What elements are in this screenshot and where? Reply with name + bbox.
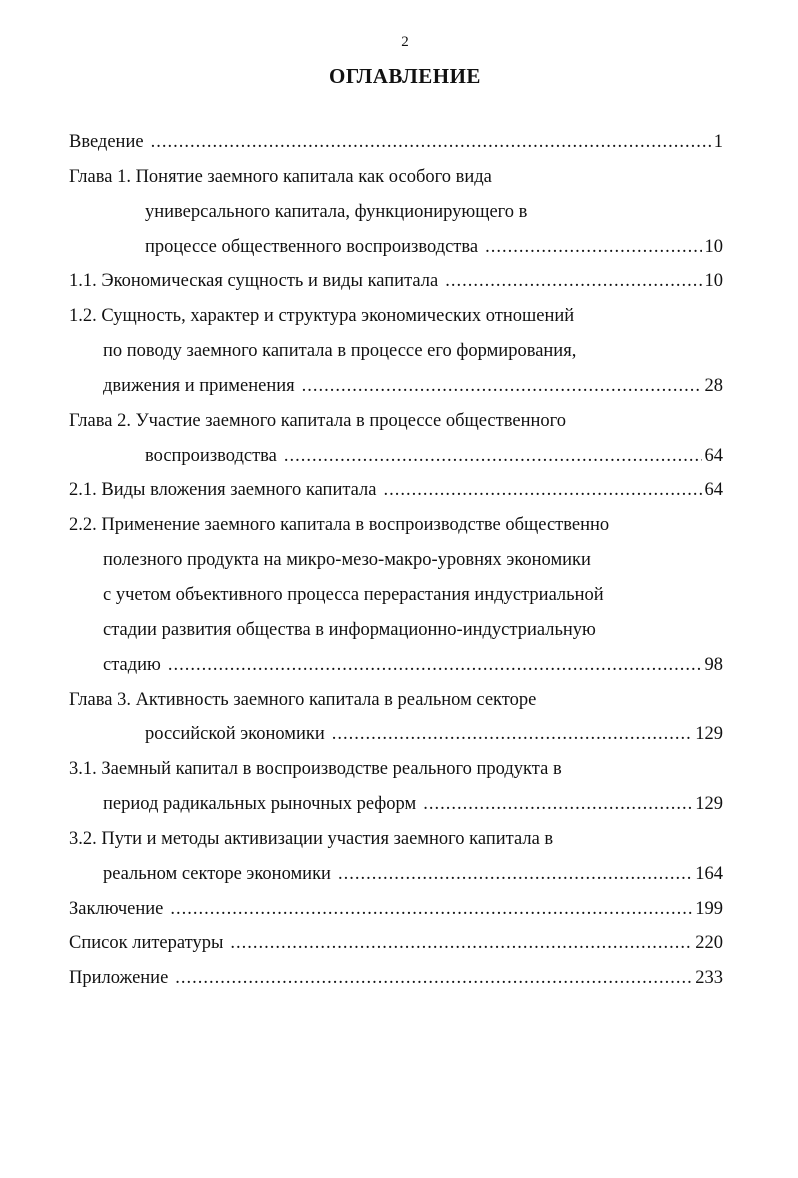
toc-entry-label: стадии развития общества в информационно-индустриальную <box>103 619 596 640</box>
toc-entry-label: реальном секторе экономики <box>103 863 331 884</box>
toc-entry-label: воспроизводства <box>145 445 277 466</box>
toc-entry-section-1-2-cont <box>69 341 723 376</box>
toc-entry-chapter-1[interactable] <box>69 167 723 202</box>
toc-entry-label: Глава 1. Понятие заемного капитала как особого вида <box>69 166 492 187</box>
toc-title: ОГЛАВЛЕНИЕ <box>329 64 481 88</box>
toc-page-number: 64 <box>704 445 723 466</box>
toc-entry-section-1-2-end <box>69 376 723 411</box>
toc-entry-chapter-2[interactable] <box>69 411 723 446</box>
toc-entry-label: универсального капитала, функционирующего в <box>145 201 528 222</box>
toc-entry-label: с учетом объективного процесса перерастания индустриальной <box>103 584 604 605</box>
toc-entry-label: российской экономики <box>145 724 325 745</box>
toc-page-number: 233 <box>695 968 723 989</box>
toc-entry-label: 1.2. Сущность, характер и структура экономических отношений <box>69 306 575 327</box>
dot-leader <box>151 132 711 153</box>
toc-entry-section-2-2[interactable] <box>69 515 723 550</box>
toc-entry-section-2-2-cont <box>69 620 723 655</box>
toc-entry-label: по поводу заемного капитала в процессе его формирования, <box>103 341 577 362</box>
dot-leader <box>383 480 701 501</box>
dot-leader <box>423 794 692 815</box>
toc-entry-label: процессе общественного воспроизводства <box>145 236 479 257</box>
toc-entry-label: Приложение <box>69 968 169 989</box>
toc-entry-label: Введение <box>69 132 144 152</box>
toc-entry-chapter-3-end <box>69 724 723 759</box>
dot-leader <box>302 376 702 397</box>
dot-leader <box>168 655 702 676</box>
toc-entry-label: полезного продукта на микро-мезо-макро-уровнях экономики <box>103 550 591 571</box>
toc-page-number: 10 <box>704 271 723 292</box>
toc-entry-label: движения и применения <box>103 375 295 396</box>
toc-entry-conclusion[interactable] <box>69 899 723 934</box>
toc-entry-section-2-2-cont <box>69 550 723 585</box>
toc-page-number: 220 <box>695 933 723 954</box>
toc-entry-section-2-2-end <box>69 655 723 690</box>
toc-entry-label: стадию <box>103 654 161 675</box>
toc-entry-bibliography[interactable] <box>69 933 723 968</box>
dot-leader <box>175 968 692 989</box>
toc-entry-chapter-1-cont <box>69 202 723 237</box>
toc-entry-appendix[interactable] <box>69 968 723 1003</box>
page-number: 2 <box>401 34 409 50</box>
toc-entry-label: Глава 2. Участие заемного капитала в процессе общественного <box>69 410 566 431</box>
toc-entry-label: Заключение <box>69 898 164 919</box>
toc-entry-label: период радикальных рыночных реформ <box>103 794 417 815</box>
toc-entry-section-1-2[interactable] <box>69 306 723 341</box>
dot-leader <box>284 446 702 467</box>
dot-leader <box>332 724 692 745</box>
toc-entry-section-2-1[interactable] <box>69 480 723 515</box>
toc-page-number: 129 <box>695 724 723 745</box>
toc-entry-section-3-2-end <box>69 864 723 899</box>
toc-entry-chapter-3[interactable] <box>69 690 723 725</box>
toc-entry-label: 2.1. Виды вложения заемного капитала <box>69 480 377 501</box>
toc-page-number: 10 <box>704 236 723 257</box>
toc-entry-label: 1.1. Экономическая сущность и виды капитала <box>69 271 439 292</box>
toc-entry-section-3-1[interactable] <box>69 759 723 794</box>
toc-entry-section-3-1-end <box>69 794 723 829</box>
toc-entry-label: Глава 3. Активность заемного капитала в реальном секторе <box>69 689 537 710</box>
dot-leader <box>338 864 692 885</box>
toc-page-number: 98 <box>704 654 723 675</box>
toc-page-number: 129 <box>695 794 723 815</box>
dot-leader <box>485 237 701 258</box>
toc-page-number: 1 <box>713 132 723 152</box>
toc-page-number: 64 <box>704 480 723 501</box>
toc-entry-chapter-2-end <box>69 446 723 481</box>
toc-entry-label: 3.1. Заемный капитал в воспроизводстве реального продукта в <box>69 759 562 780</box>
dot-leader <box>445 271 701 292</box>
toc-page-number: 164 <box>695 863 723 884</box>
dot-leader <box>230 933 692 954</box>
toc-entry-section-3-2[interactable] <box>69 829 723 864</box>
toc-entry-label: Список литературы <box>69 933 224 954</box>
toc-entry-section-2-2-cont <box>69 585 723 620</box>
toc-entry-label: 2.2. Применение заемного капитала в воспроизводстве общественно <box>69 515 610 536</box>
toc-entry-label: 3.2. Пути и методы активизации участия заемного капитала в <box>69 828 554 849</box>
toc-entry-introduction[interactable] <box>69 132 723 167</box>
toc-page-number: 199 <box>695 898 723 919</box>
table-of-contents <box>69 132 723 1003</box>
toc-entry-chapter-1-end <box>69 237 723 272</box>
toc-entry-section-1-1[interactable] <box>69 271 723 306</box>
toc-page-number: 28 <box>704 375 723 396</box>
dot-leader <box>170 899 692 920</box>
